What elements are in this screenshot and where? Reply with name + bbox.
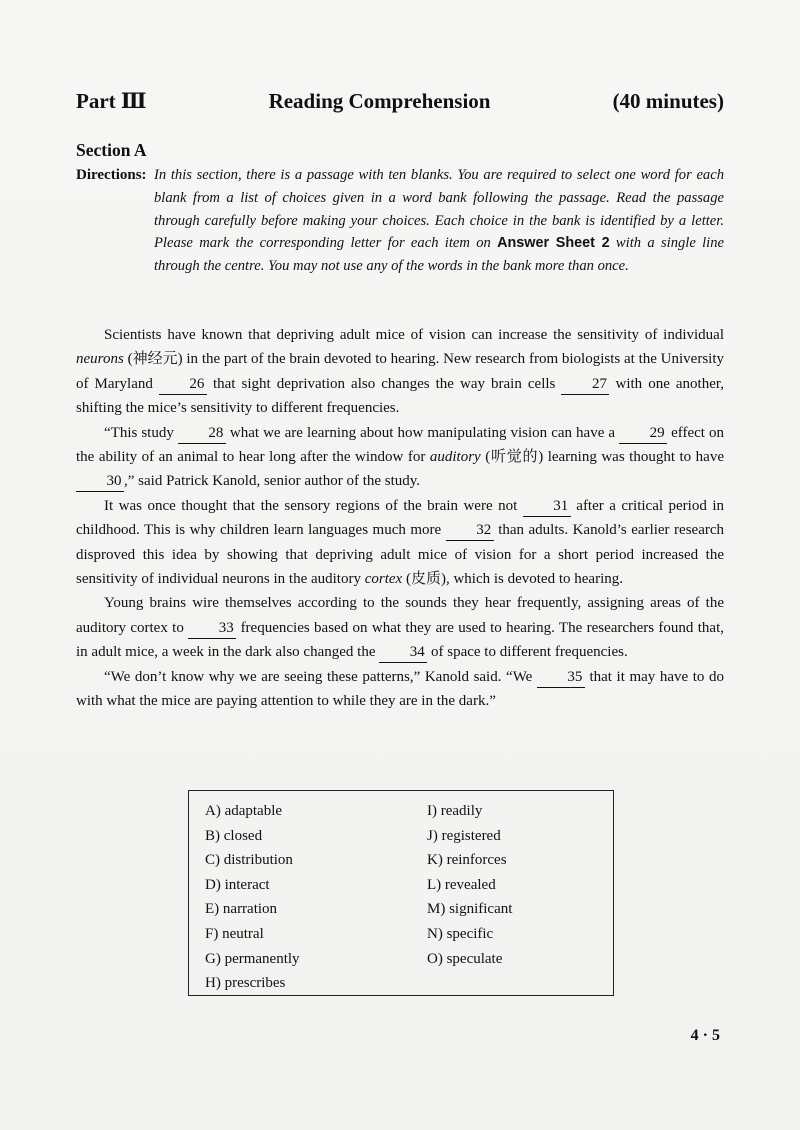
paragraph-2 bbox=[76, 421, 724, 494]
word-bank-item: G) permanently bbox=[205, 950, 300, 967]
page-number: 4 · 5 bbox=[690, 1027, 720, 1044]
word-bank-item: I) readily bbox=[427, 803, 483, 819]
text-span: Young brains wire themselves according to the sounds they hear frequently, assigning areas of the auditory cortex to bbox=[76, 595, 724, 636]
word-bank-item: M) significant bbox=[427, 901, 513, 918]
part-label: Part Ⅲ bbox=[76, 89, 147, 113]
paragraph-4 bbox=[76, 591, 724, 664]
text-span: that sight deprivation also changes the way brain cells bbox=[212, 375, 556, 392]
text-span: ,” said Patrick Kanold, senior author of the study. bbox=[124, 473, 421, 490]
term-neurons: neurons bbox=[76, 351, 124, 368]
word-bank-item: K) reinforces bbox=[427, 852, 507, 869]
term-auditory: auditory bbox=[429, 449, 481, 466]
directions bbox=[76, 164, 724, 278]
text-span: Scientists have known that depriving adult mice of vision can increase the sensitivity of individual bbox=[104, 327, 724, 343]
blank-32: 32 bbox=[446, 520, 494, 541]
blank-27: 27 bbox=[561, 374, 609, 395]
word-bank-item: L) revealed bbox=[427, 876, 496, 893]
directions-text-part1: In this section, there is a passage with ten blanks. You are required to select one word for each blank from a list of choices given in a word bank following the passage. Read the passage through carefully before making your choices. Each choice in the bank is identified by a letter. Please mark the corresponding letter for each item on bbox=[154, 167, 724, 252]
word-bank-item: A) adaptable bbox=[205, 803, 283, 819]
word-bank bbox=[188, 790, 614, 996]
directions-label: Directions: bbox=[76, 167, 147, 183]
word-bank-item: D) interact bbox=[205, 876, 270, 893]
text-span: frequencies based on what they are used to hearing. The researchers found that, in adult mice, a week in the dark also changed the bbox=[76, 619, 725, 661]
part-header bbox=[76, 88, 724, 114]
text-span: (神经元) in the part of the brain devoted to hearing. New research from biologists at the University of Maryland bbox=[76, 351, 725, 392]
word-bank-item: E) narration bbox=[205, 901, 278, 918]
part-title: Reading Comprehension bbox=[268, 89, 491, 113]
blank-26: 26 bbox=[159, 374, 207, 395]
time-limit: (40 minutes) bbox=[612, 89, 724, 113]
word-bank-item: B) closed bbox=[205, 827, 263, 844]
text-span: It was once thought that the sensory regions of the brain were not bbox=[104, 497, 518, 514]
paragraph-3 bbox=[76, 494, 724, 592]
text-span: after a critical period in childhood. This is why children learn languages much more bbox=[76, 497, 724, 539]
blank-35: 35 bbox=[537, 667, 585, 688]
answer-sheet-label: Answer Sheet 2 bbox=[497, 235, 610, 252]
text-span: (皮质), which is devoted to hearing. bbox=[405, 571, 623, 588]
blank-28: 28 bbox=[178, 423, 226, 444]
blank-33: 33 bbox=[188, 618, 236, 639]
section-title: Section A bbox=[76, 140, 147, 160]
paragraph-1 bbox=[76, 323, 724, 421]
word-bank-item: F) neutral bbox=[205, 925, 264, 942]
text-span: “We don’t know why we are seeing these patterns,” Kanold said. “We bbox=[104, 668, 533, 685]
blank-29: 29 bbox=[619, 423, 667, 444]
word-bank-item: J) registered bbox=[427, 827, 501, 844]
directions-text bbox=[154, 164, 724, 278]
directions-text-part2: with a single line through the centre. You may not use any of the words in the bank more than once. bbox=[154, 235, 725, 275]
word-bank-item: C) distribution bbox=[205, 852, 293, 869]
text-span: that it may have to do with what the mice are paying attention to while they are in the dark.” bbox=[76, 668, 724, 710]
text-span: with one another, shifting the mice’s sensitivity to different frequencies. bbox=[76, 375, 725, 417]
word-bank-item: H) prescribes bbox=[205, 975, 286, 992]
word-bank-right-column bbox=[427, 799, 512, 971]
text-span: what we are learning about how manipulating vision can have a bbox=[229, 424, 616, 441]
text-span: effect on the ability of an animal to hear long after the window for bbox=[76, 424, 724, 466]
paragraph-5 bbox=[76, 665, 724, 714]
term-cortex: cortex bbox=[364, 571, 403, 588]
word-bank-left-column bbox=[205, 799, 300, 996]
blank-34: 34 bbox=[379, 642, 427, 663]
passage bbox=[76, 323, 724, 714]
word-bank-item: N) specific bbox=[427, 925, 494, 942]
blank-31: 31 bbox=[523, 496, 571, 517]
blank-30: 30 bbox=[76, 471, 124, 492]
text-span: “This study bbox=[104, 424, 174, 441]
text-span: of space to different frequencies. bbox=[430, 644, 628, 661]
text-span: (听觉的) learning was thought to have bbox=[485, 449, 724, 466]
word-bank-item: O) speculate bbox=[427, 950, 503, 967]
text-span: than adults. Kanold’s earlier research disproved this idea by showing that depriving adult mice of vision for a short period increased the sensitivity of individual neurons in the auditory bbox=[76, 522, 725, 588]
